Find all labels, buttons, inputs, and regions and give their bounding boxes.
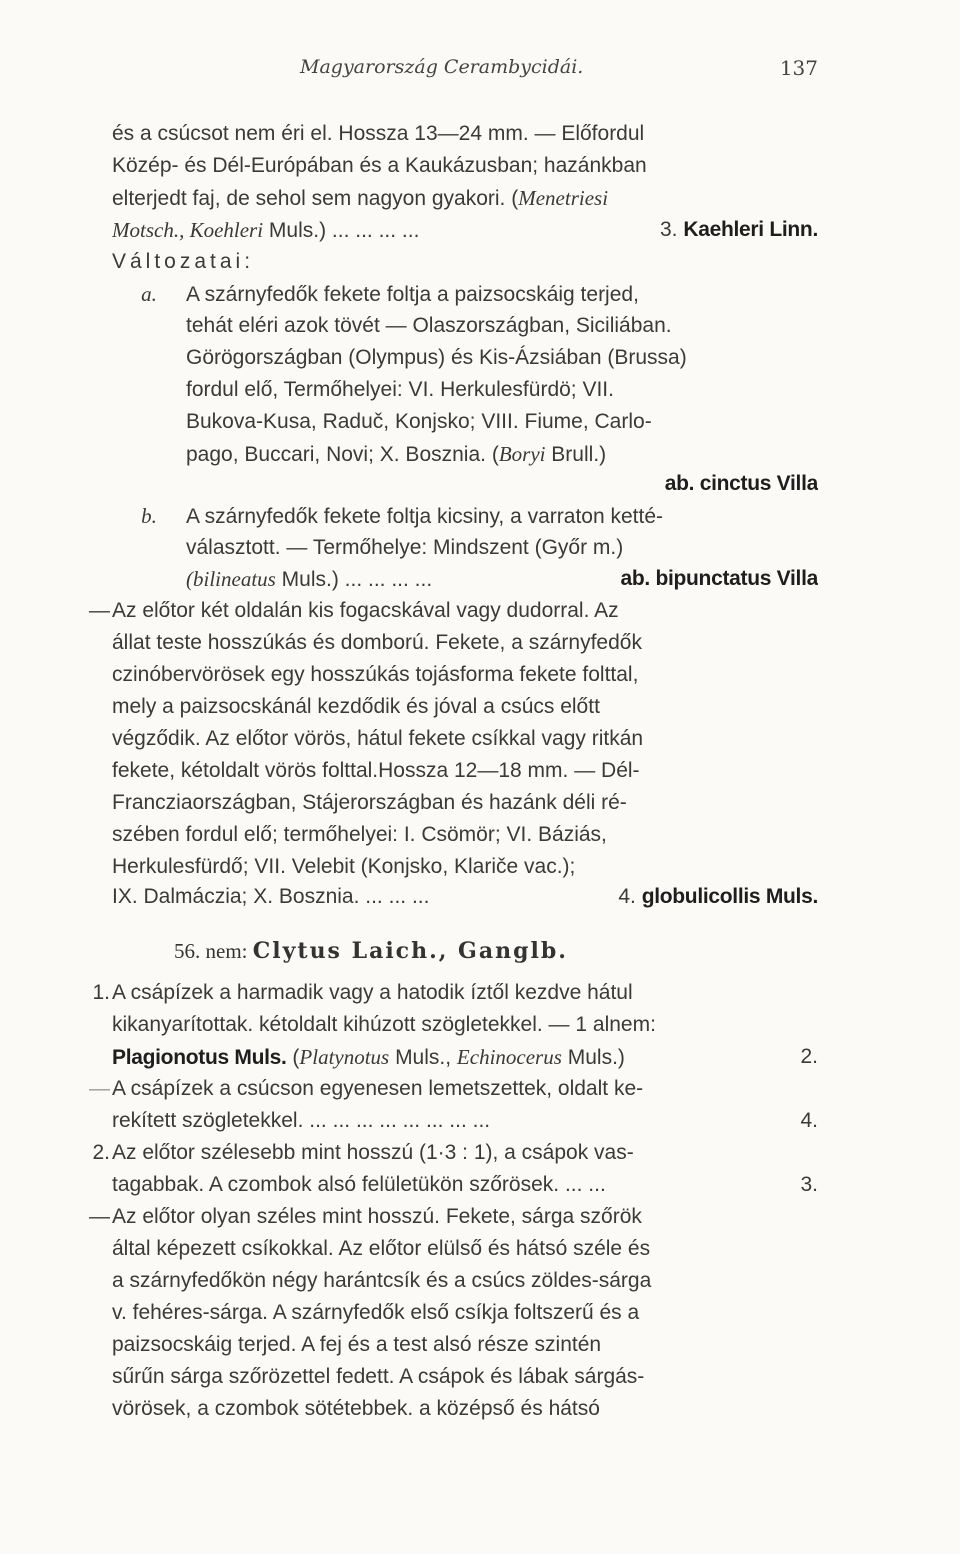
key-line: sűrűn sárga szőrözettel fedett. A csápok és lábak sárgás- xyxy=(112,1365,645,1388)
text-line: fekete, kétoldalt vörös folttal.Hossza 12—18 mm. — Dél- xyxy=(112,759,640,782)
gutter-mark: — xyxy=(89,1077,110,1100)
key-line: A csápízek a harmadik vagy a hatodik íztől kezdve hátul xyxy=(112,981,633,1004)
text-line xyxy=(112,469,818,499)
page-number: 137 xyxy=(779,56,818,80)
text-line: IX. Dalmáczia; X. Bosznia. ... ... ... 4. globulicollis Muls. xyxy=(112,882,818,912)
key-reference: 2. xyxy=(800,1045,818,1068)
key-line: Plagionotus Muls. (Platynotus Muls., Echinocerus Muls.) 2. xyxy=(112,1042,818,1072)
text-line: Motsch., Koehleri Muls.) ... ... ... ... 3. Kaehleri Linn. xyxy=(112,215,818,245)
key-line: Az előtor olyan széles mint hosszú. Fekete, sárga szőrök xyxy=(112,1205,642,1228)
key-line: A csápízek a csúcson egyenesen lemetszettek, oldalt ke- xyxy=(112,1077,644,1100)
key-line: tagabbak. A czombok alsó felületükön szőrösek. ... ... 3. xyxy=(112,1170,818,1200)
gutter-mark: — xyxy=(89,599,110,622)
text-line: Francziaországban, Stájerországban és hazánk déli ré- xyxy=(112,791,627,814)
text-line: szében fordul elő; termőhelyei: I. Csömör; VI. Báziás, xyxy=(112,823,607,846)
subgenus-name: Plagionotus Muls. xyxy=(112,1046,287,1069)
text-line: elterjedt faj, de sehol sem nagyon gyakori. (Menetriesi xyxy=(112,186,609,210)
key-line: v. fehéres-sárga. A szárnyfedők első csíkja foltszerű és a xyxy=(112,1301,640,1324)
key-line: által képezett csíkokkal. Az előtor elülső és hátsó széle és xyxy=(112,1237,651,1260)
genus-heading: 56. nem: Clytus Laich., Ganglb. xyxy=(174,938,568,964)
gutter-mark: — xyxy=(89,1205,110,1228)
text-line: Közép- és Dél-Európában és a Kaukázusban; hazánkban xyxy=(112,154,647,177)
text-line: és a csúcsot nem éri el. Hossza 13—24 mm. — Előfordul xyxy=(112,122,645,145)
section-label: Változatai: xyxy=(112,250,255,273)
text-line: czinóbervörösek egy hosszúkás tojásforma fekete folttal, xyxy=(112,663,639,686)
species-name: 4. globulicollis Muls. xyxy=(618,885,818,908)
text-line: pago, Buccari, Novi; X. Bosznia. (Boryi Brull.) xyxy=(186,442,607,466)
text-line: Bukova-Kusa, Raduč, Konjsko; VIII. Fiume, Carlo- xyxy=(186,410,652,433)
text-line: állat teste hosszúkás és domború. Fekete, a szárnyfedők xyxy=(112,631,642,654)
text-line: Az előtor két oldalán kis fogacskával vagy dudorral. Az xyxy=(112,599,619,622)
species-name: 3. Kaehleri Linn. xyxy=(659,218,818,241)
text-line: Herkulesfürdő; VII. Velebit (Konjsko, Klariče vac.); xyxy=(112,855,576,878)
key-line: kikanyarítottak. kétoldalt kihúzott szögletekkel. — 1 alnem: xyxy=(112,1013,656,1036)
key-line: paizsocskáig terjed. A fej és a test alsó része szintén xyxy=(112,1333,602,1356)
text-line: (bilineatus Muls.) ... ... ... ... ab. bipunctatus Villa xyxy=(186,564,818,594)
key-number: 1. xyxy=(92,981,110,1004)
key-reference: 3. xyxy=(800,1173,818,1196)
text-line: mely a paizsocskánál kezdődik és jóval a csúcs előtt xyxy=(112,695,600,718)
key-line: vörösek, a czombok sötétebbek. a középső és hátsó xyxy=(112,1397,600,1420)
text-line: b. A szárnyfedők fekete foltja kicsiny, a varraton ketté- xyxy=(141,504,664,528)
text-line: a. A szárnyfedők fekete foltja a paizsocskáig terjed, xyxy=(141,282,639,306)
species-name: ab. cinctus Villa xyxy=(664,472,818,495)
text-line: Görögországban (Olympus) és Kis-Ázsiában (Brussa) xyxy=(186,346,687,369)
species-name: ab. bipunctatus Villa xyxy=(620,567,818,590)
key-reference: 4. xyxy=(800,1109,818,1132)
key-line: rekített szögletekkel. ... ... ... ... ... ... ... ... 4. xyxy=(112,1106,818,1136)
running-title: Magyarország Cerambycidái. xyxy=(300,56,584,78)
text-line: végződik. Az előtor vörös, hátul fekete csíkkal vagy ritkán xyxy=(112,727,644,750)
key-number: 2. xyxy=(92,1141,110,1164)
key-line: Az előtor szélesebb mint hosszú (1·3 : 1), a csápok vas- xyxy=(112,1141,634,1164)
text-line: fordul elő, Termőhelyei: VI. Herkulesfürdö; VII. xyxy=(186,378,614,401)
text-line: tehát eléri azok tövét — Olaszországban, Siciliában. xyxy=(186,314,672,337)
genus-name: Clytus Laich., Ganglb. xyxy=(252,938,568,964)
text-line: választott. — Termőhelye: Mindszent (Győr m.) xyxy=(186,536,624,559)
page-header xyxy=(0,56,960,86)
key-line: a szárnyfedőkön négy harántcsík és a csúcs zöldes-sárga xyxy=(112,1269,652,1292)
